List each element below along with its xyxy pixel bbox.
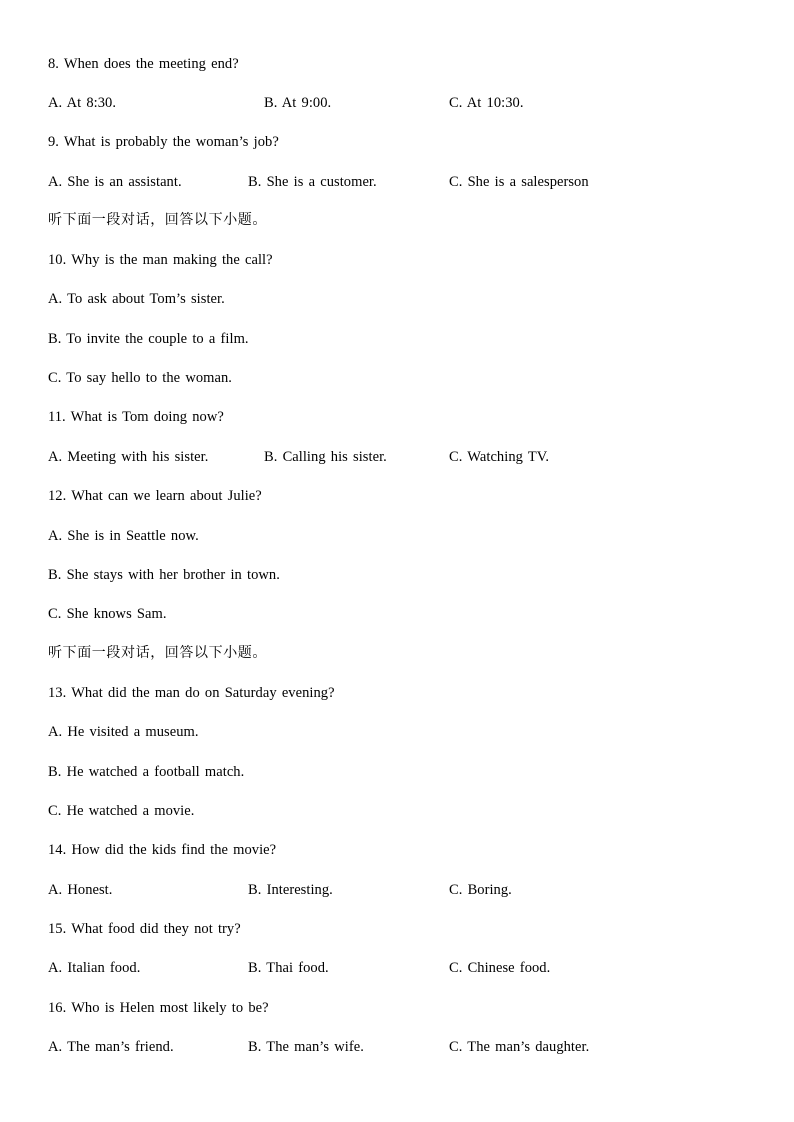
question-13-option-b: B. He watched a football match. [48, 764, 245, 780]
question-12: 12. What can we learn about Julie? [48, 488, 262, 504]
option-c: C. The man’s daughter. [449, 1039, 590, 1055]
question-13: 13. What did the man do on Saturday evening? [48, 685, 335, 701]
question-16-options [48, 1038, 748, 1056]
question-9: 9. What is probably the woman’s job? [48, 134, 279, 150]
question-14-options [48, 881, 748, 899]
option-a: A. The man’s friend. [48, 1039, 174, 1055]
option-b: B. Calling his sister. [264, 449, 387, 465]
question-11: 11. What is Tom doing now? [48, 409, 224, 425]
question-12-option-a: A. She is in Seattle now. [48, 528, 199, 544]
option-a: A. Meeting with his sister. [48, 449, 209, 465]
option-b: B. Interesting. [248, 882, 333, 898]
question-10: 10. Why is the man making the call? [48, 252, 273, 268]
option-a: A. Italian food. [48, 960, 141, 976]
option-c: C. Boring. [449, 882, 512, 898]
question-10-option-b: B. To invite the couple to a film. [48, 331, 249, 347]
question-15-options [48, 959, 748, 977]
question-8-options [48, 94, 748, 112]
question-14: 14. How did the kids find the movie? [48, 842, 277, 858]
question-10-option-c: C. To say hello to the woman. [48, 370, 232, 386]
question-13-option-c: C. He watched a movie. [48, 803, 195, 819]
question-13-option-a: A. He visited a museum. [48, 724, 199, 740]
option-b: B. The man’s wife. [248, 1039, 364, 1055]
question-15: 15. What food did they not try? [48, 921, 241, 937]
section-instruction: 听下面一段对话，回答以下小题。 [48, 212, 267, 228]
question-9-options [48, 173, 748, 191]
option-c: C. At 10:30. [449, 95, 524, 111]
option-c: C. Chinese food. [449, 960, 551, 976]
option-a: A. Honest. [48, 882, 113, 898]
question-12-option-b: B. She stays with her brother in town. [48, 567, 280, 583]
question-8: 8. When does the meeting end? [48, 56, 239, 72]
option-b: B. Thai food. [248, 960, 329, 976]
question-12-option-c: C. She knows Sam. [48, 606, 167, 622]
question-16: 16. Who is Helen most likely to be? [48, 1000, 269, 1016]
option-b: B. She is a customer. [248, 174, 377, 190]
option-b: B. At 9:00. [264, 95, 332, 111]
section-instruction: 听下面一段对话，回答以下小题。 [48, 645, 267, 661]
option-a: A. She is an assistant. [48, 174, 182, 190]
question-10-option-a: A. To ask about Tom’s sister. [48, 291, 225, 307]
option-c: C. Watching TV. [449, 449, 550, 465]
option-c: C. She is a salesperson [449, 174, 589, 190]
option-a: A. At 8:30. [48, 95, 116, 111]
question-11-options [48, 448, 748, 466]
